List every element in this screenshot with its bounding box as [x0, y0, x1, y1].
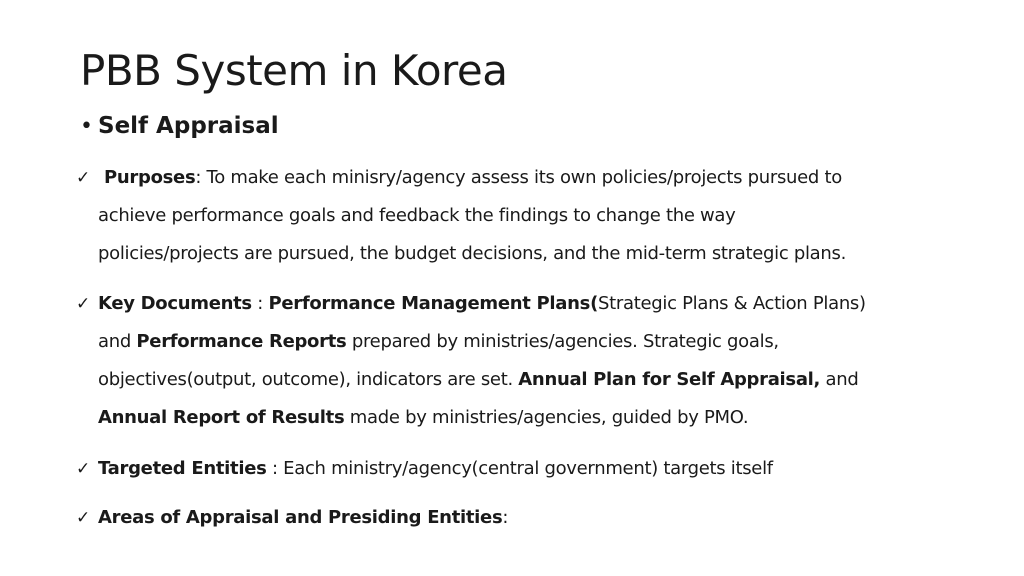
purposes-text-3: policies/projects are pursued, the budget decisions, and the mid-term strategic plans.	[98, 243, 847, 264]
key-documents-line-2	[76, 330, 946, 368]
purposes-item	[76, 166, 946, 280]
purposes-line-1	[76, 166, 946, 204]
checkmark-icon: ✓	[76, 168, 90, 188]
key-documents-separator: :	[251, 293, 269, 314]
section-heading	[80, 113, 279, 139]
key-documents-line-1	[76, 292, 946, 330]
purposes-line-3	[76, 242, 946, 280]
key-documents-item	[76, 292, 946, 444]
key-documents-line-4	[76, 406, 946, 444]
annual-report-label: Annual Report of Results	[98, 407, 345, 428]
checkmark-icon: ✓	[76, 294, 90, 314]
bullet-icon: •	[80, 114, 93, 139]
page-title: PBB System in Korea	[80, 46, 508, 95]
annual-plan-label: Annual Plan for Self Appraisal,	[518, 369, 821, 390]
and-text-2: and	[820, 369, 859, 390]
pmp-text: Strategic Plans & Action Plans)	[598, 293, 866, 314]
key-documents-line-3	[76, 368, 946, 406]
key-documents-text-2: prepared by ministries/agencies. Strategic goals,	[346, 331, 779, 352]
areas-line	[76, 506, 946, 544]
pmp-label: Performance Management Plans(	[268, 293, 598, 314]
and-text: and	[98, 331, 137, 352]
areas-label: Areas of Appraisal and Presiding Entities	[98, 507, 503, 528]
key-documents-label: Key Documents	[98, 293, 252, 314]
purposes-text-2: achieve performance goals and feedback the findings to change the way	[98, 205, 736, 226]
purposes-line-2	[76, 204, 946, 242]
areas-text: :	[502, 507, 509, 528]
performance-reports-label: Performance Reports	[136, 331, 347, 352]
targeted-entities-item	[76, 457, 946, 495]
key-documents-text-3: objectives(output, outcome), indicators are set.	[98, 369, 519, 390]
targeted-entities-text: : Each ministry/agency(central government) targets itself	[266, 458, 773, 479]
purposes-label: Purposes	[104, 167, 196, 188]
key-documents-text-4: made by ministries/agencies, guided by PMO.	[344, 407, 749, 428]
targeted-entities-line	[76, 457, 946, 495]
purposes-text-1: : To make each minisry/agency assess its own policies/projects pursued to	[195, 167, 842, 188]
targeted-entities-label: Targeted Entities	[98, 458, 267, 479]
areas-item	[76, 506, 946, 544]
checkmark-icon: ✓	[76, 459, 90, 479]
checkmark-icon: ✓	[76, 508, 90, 528]
section-heading-text: Self Appraisal	[98, 113, 279, 139]
